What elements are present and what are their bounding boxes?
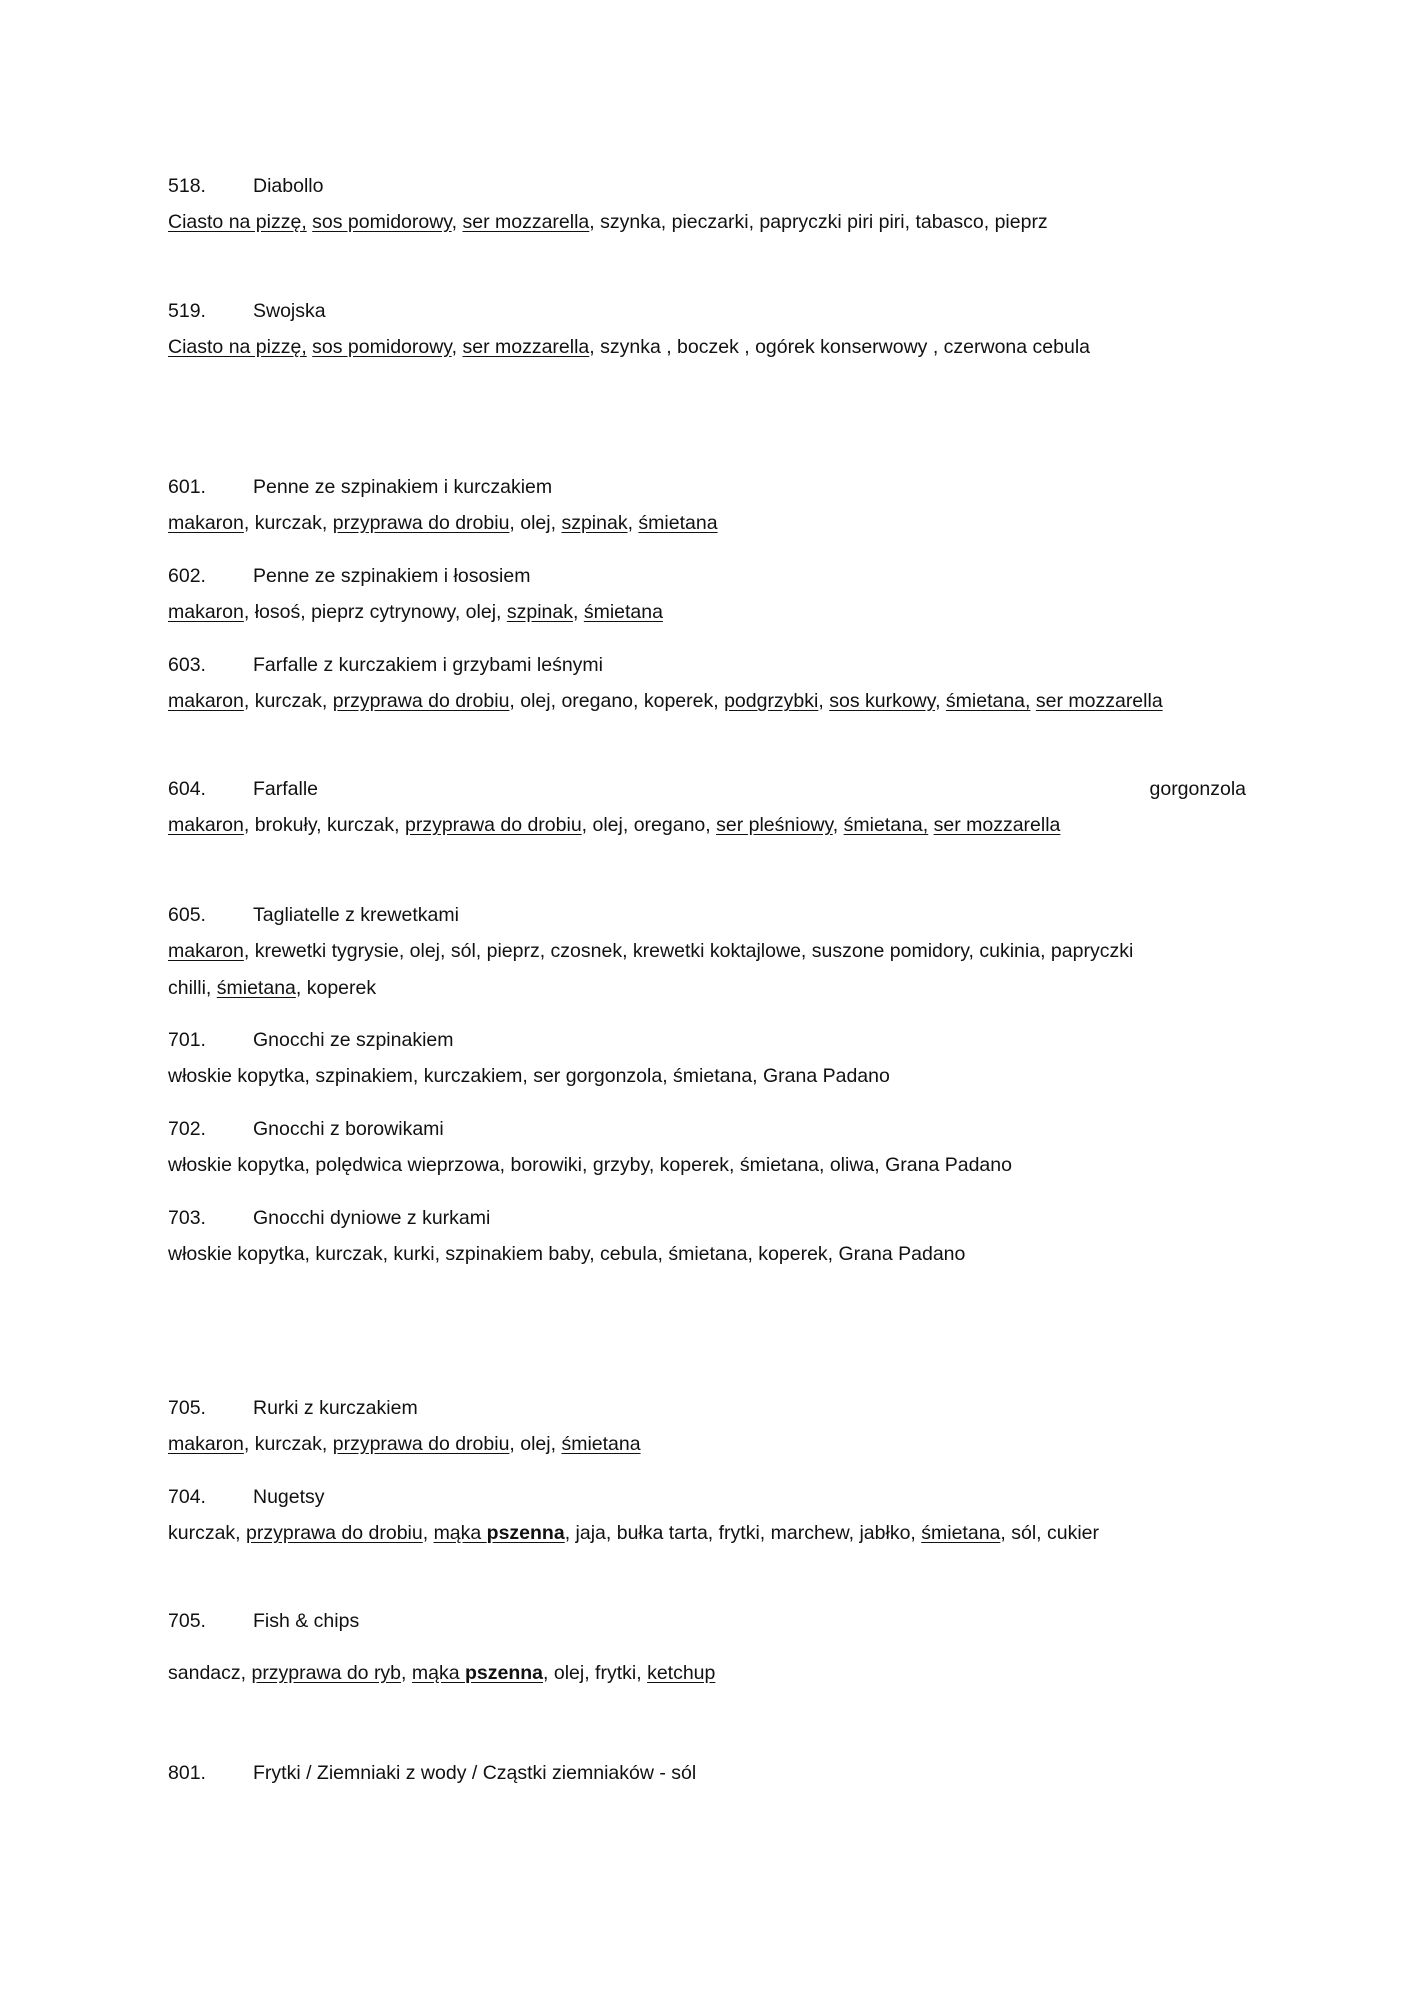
ingredient-underlined: ketchup: [647, 1662, 716, 1684]
ingredient-text: ,: [572, 601, 584, 623]
ingredient-underlined: sos pomidorowy: [312, 336, 452, 358]
entry-ingredients: [168, 1147, 1246, 1184]
ingredient-underlined: śmietana: [583, 601, 663, 623]
entry-title: Farfalle: [253, 778, 319, 800]
ingredient-underlined: ser pleśniowy: [716, 814, 833, 836]
ingredient-text: , szynka , boczek , ogórek konserwowy , czerwona cebula: [589, 336, 1091, 358]
entry-heading: [168, 1111, 1246, 1147]
ingredient-text: , olej, frytki,: [543, 1662, 648, 1684]
entry-number: 604.: [168, 778, 206, 800]
entry-heading: [168, 1022, 1246, 1058]
entry-number: 701.: [168, 1029, 206, 1051]
entry-ingredients: [168, 505, 1246, 542]
entry-number: 518.: [168, 175, 206, 197]
entry-heading: [168, 1390, 1246, 1426]
entry-ingredients: [168, 1058, 1246, 1095]
menu-entry: [168, 1200, 1246, 1273]
ingredient-text: , olej, oregano,: [581, 814, 717, 836]
ingredient-text: ,: [451, 211, 463, 233]
ingredient-text: , krewetki tygrysie, olej, sól, pieprz, czosnek, krewetki koktajlowe, suszone pomidory, cukinia, papryczki chilli,: [168, 940, 1134, 999]
menu-entry: [168, 1479, 1246, 1552]
ingredient-text: ,: [832, 814, 844, 836]
menu-entry: [168, 771, 1246, 844]
entry-number: 801.: [168, 1762, 206, 1784]
entry-ingredients: [168, 683, 1198, 720]
menu-entry: [168, 1603, 1246, 1692]
ingredient-text: , brokuły, kurczak,: [243, 814, 405, 836]
entry-heading: [168, 1755, 1246, 1791]
ingredient-text: , kurczak,: [243, 1433, 333, 1455]
entry-title-continued: gorgonzola: [1149, 778, 1246, 800]
entry-ingredients: [168, 933, 1168, 1006]
entry-ingredients: [168, 1655, 1246, 1692]
ingredient-text: , szynka, pieczarki, papryczki piri piri, tabasco, pieprz: [589, 211, 1048, 233]
ingredient-underlined: makaron: [168, 601, 244, 623]
entry-title: Rurki z kurczakiem: [253, 1397, 418, 1419]
ingredient-underlined: mąka: [433, 1522, 487, 1544]
entry-heading: [168, 469, 1246, 505]
ingredient-underlined: przyprawa do drobiu: [246, 1522, 423, 1544]
ingredient-text: ,: [818, 690, 830, 712]
ingredient-underlined: śmietana: [561, 1433, 641, 1455]
entry-heading: [168, 293, 1246, 329]
menu-entry: [168, 897, 1246, 1006]
ingredient-text: , olej, oregano, koperek,: [509, 690, 725, 712]
ingredient-underlined: sos pomidorowy: [312, 211, 452, 233]
ingredient-underlined: podgrzybki: [724, 690, 819, 712]
ingredient-underlined: ser mozzarella: [933, 814, 1061, 836]
ingredient-text: ,: [451, 336, 463, 358]
entry-number: 702.: [168, 1118, 206, 1140]
entry-title: Swojska: [253, 300, 326, 322]
entry-ingredients: [168, 204, 1246, 241]
ingredient-underlined: śmietana: [216, 976, 296, 999]
ingredient-underlined: ser mozzarella: [462, 211, 590, 233]
ingredient-underlined: makaron: [168, 940, 244, 962]
entry-heading: [168, 897, 1246, 933]
entry-number: 704.: [168, 1486, 206, 1508]
ingredient-underlined: śmietana: [921, 1522, 1001, 1544]
entry-title: Penne ze szpinakiem i kurczakiem: [253, 476, 553, 498]
entry-number: 705.: [168, 1610, 206, 1632]
ingredient-underlined: przyprawa do drobiu: [332, 690, 510, 712]
ingredient-underlined: Ciasto na pizzę,: [168, 211, 307, 233]
ingredient-text: , jaja, bułka tarta, frytki, marchew, jabłko,: [564, 1522, 922, 1544]
ingredient-underlined: makaron: [168, 814, 244, 836]
ingredient-underlined: Ciasto na pizzę,: [168, 336, 307, 358]
menu-entry: [168, 469, 1246, 542]
entry-ingredients: [168, 1236, 1246, 1273]
entry-ingredients: [168, 807, 1246, 844]
entry-title: Frytki / Ziemniaki z wody / Cząstki ziemniaków - sól: [253, 1762, 697, 1784]
ingredient-underlined: szpinak: [506, 601, 573, 623]
ingredient-underlined: przyprawa do drobiu: [332, 1433, 510, 1455]
entry-title: Fish & chips: [253, 1610, 360, 1632]
entry-number: 705.: [168, 1397, 206, 1419]
entry-title: Gnocchi ze szpinakiem: [253, 1029, 454, 1051]
ingredient-underlined: sos kurkowy: [829, 690, 936, 712]
entry-ingredients: [168, 329, 1208, 366]
ingredient-underlined: przyprawa do drobiu: [332, 512, 510, 534]
ingredient-text: , olej,: [509, 512, 562, 534]
ingredient-text: włoskie kopytka, szpinakiem, kurczakiem, ser gorgonzola, śmietana, Grana Padano: [168, 1065, 890, 1087]
ingredient-underlined: ser mozzarella: [1035, 690, 1163, 712]
entry-heading: [168, 647, 1246, 683]
ingredient-text: ,: [627, 512, 639, 534]
menu-entry: [168, 168, 1246, 241]
entry-number: 703.: [168, 1207, 206, 1229]
ingredient-underlined: makaron: [168, 690, 244, 712]
ingredient-text: , kurczak,: [243, 690, 333, 712]
ingredient-underlined: śmietana: [638, 512, 718, 534]
ingredient-text: ,: [935, 690, 946, 712]
entry-heading: [168, 558, 1246, 594]
entry-heading: [168, 771, 1246, 807]
entry-title: Diabollo: [253, 175, 324, 197]
entry-ingredients: [168, 594, 1246, 631]
ingredient-underlined: śmietana,: [945, 690, 1031, 712]
ingredient-underlined: pszenna: [465, 1662, 544, 1684]
ingredient-text: , sól, cukier: [1000, 1522, 1100, 1544]
entry-ingredients: [168, 1515, 1238, 1552]
ingredient-text: włoskie kopytka, polędwica wieprzowa, borowiki, grzyby, koperek, śmietana, oliwa, Grana Padano: [168, 1154, 1012, 1176]
ingredient-underlined: przyprawa do drobiu: [404, 814, 582, 836]
entry-heading: [168, 168, 1246, 204]
entry-heading: [168, 1200, 1246, 1236]
ingredient-text: sandacz,: [168, 1662, 252, 1684]
ingredient-underlined: pszenna: [486, 1522, 565, 1544]
menu-entry: [168, 293, 1246, 366]
ingredient-text: włoskie kopytka, kurczak, kurki, szpinakiem baby, cebula, śmietana, koperek, Grana Padano: [168, 1243, 966, 1265]
ingredient-text: , kurczak,: [243, 512, 333, 534]
entry-title: Gnocchi dyniowe z kurkami: [253, 1207, 491, 1229]
entry-heading: [168, 1479, 1246, 1515]
ingredient-underlined: przyprawa do ryb: [251, 1662, 402, 1684]
ingredient-text: , olej,: [509, 1433, 562, 1455]
ingredient-text: kurczak,: [168, 1522, 247, 1544]
entry-number: 602.: [168, 565, 206, 587]
entry-number: 601.: [168, 476, 206, 498]
entry-ingredients: [168, 1426, 1246, 1463]
ingredient-underlined: mąka: [411, 1662, 465, 1684]
entry-title: Farfalle z kurczakiem i grzybami leśnymi: [253, 654, 604, 676]
ingredient-underlined: śmietana,: [843, 814, 929, 836]
ingredient-text: ,: [422, 1522, 434, 1544]
menu-entry: [168, 1022, 1246, 1095]
entry-number: 519.: [168, 300, 206, 322]
entry-title: Tagliatelle z krewetkami: [253, 904, 459, 926]
entry-heading: [168, 1603, 1246, 1639]
menu-entry: [168, 1390, 1246, 1463]
entry-title: Gnocchi z borowikami: [253, 1118, 444, 1140]
entry-number: 603.: [168, 654, 206, 676]
entry-title: Penne ze szpinakiem i łososiem: [253, 565, 531, 587]
ingredient-text: , łosoś, pieprz cytrynowy, olej,: [243, 601, 507, 623]
menu-entry: [168, 647, 1246, 720]
entry-title: Nugetsy: [253, 1486, 325, 1508]
ingredient-underlined: makaron: [168, 1433, 244, 1455]
ingredient-underlined: ser mozzarella: [462, 336, 590, 358]
menu-entry: [168, 558, 1246, 631]
ingredient-underlined: makaron: [168, 512, 244, 534]
ingredient-text: , koperek: [295, 976, 377, 999]
ingredient-text: ,: [401, 1662, 412, 1684]
menu-entry: [168, 1755, 1246, 1791]
menu-entry: [168, 1111, 1246, 1184]
ingredient-underlined: szpinak: [561, 512, 628, 534]
entry-number: 605.: [168, 904, 206, 926]
